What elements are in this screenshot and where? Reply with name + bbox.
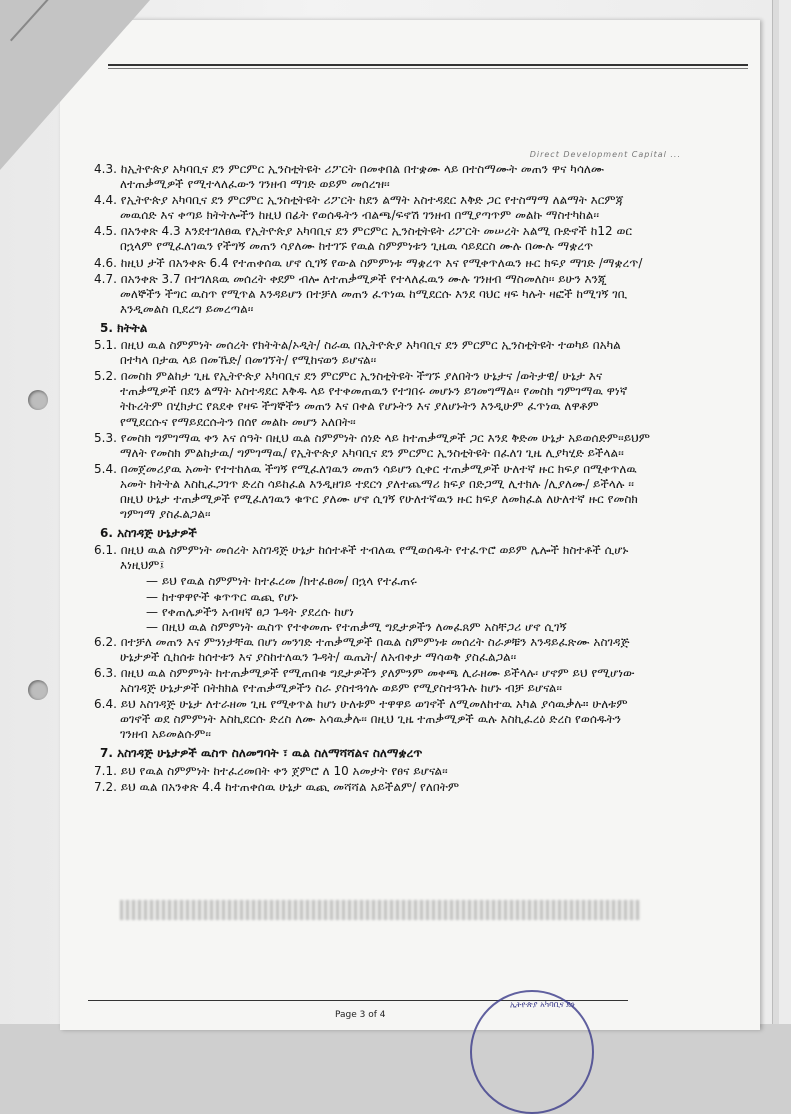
condition-dash-4: — በዚህ ዉል ስምምነት ዉስጥ የተቀመጡ የተጠቃሚ ግዴታዎችን ለመፈጸም አስቸጋሪ ሆኖ ሲገኝ xyxy=(146,619,567,634)
stamp-text: ኢትዮጵያ አካባቢና ደን xyxy=(510,1000,575,1009)
clause-5-3: 5.3. የመስክ ግምገማዉ ቀን እና ሰዓት በዚህ ዉል ስምምነት ሰነድ ላይ ከተጠቃሚዎች ጋር እንደ ቅድመ ሁኔታ አይወሰድም፡፡ይህም ማለት የመስክ ምልከታዉ/ ግምገማዉ/ የኢትዮጵያ አካባቢና ደን ምርምር ኢንስቲትዩት በፈለገ ጊዜ ሊያካሂድ ይችላል፡፡ xyxy=(94,430,650,460)
clause-6-1: 6.1. በዚህ ዉል ስምምነት መሰረት አስገዳጅ ሁኔታ ከሰተቶች ተብለዉ የሚወሰዱት የተፈጥሮ ወይም ሌሎች ክስተቶች ሲሆኑ እነዚህም፤ xyxy=(94,543,629,573)
clause-7-2: 7.2. ይህ ዉል በአንቀጽ 4.4 ከተጠቀሰዉ ሁኔታ ዉጪ መሻሻል አይችልም/ የለበትም xyxy=(94,779,460,794)
clause-5-2: 5.2. በመስክ ምልከታ ጊዜ የኢትዮጵያ አካባቢና ደን ምርምር ኢንስቲትዩት ችግኙ ያለበትን ሁኔታና /ወትታዊ/ ሁኔታ እና ተጠቃሚዎች በደን ልማት አስተዳደር እቅዱ ላይ የተቀመጠዉን የተገበሩ መሆኑን ይገመግማል፡፡ የመስክ ግምገማዉ ዋነኛ ትኩረትም በሂክታር የጸደቀ የዛፍ ችግኞችን መጠን እና በቀል የሆኑትን እና ያለሆኑትን እንዲሁም ፈጥነዉ ለዋቶም የሚደርሱና የማይደርሱትን በሰየ መልኩ መሆን አለበት፡፡ xyxy=(94,369,628,429)
section-5-title: 5. ክትትል xyxy=(100,320,148,335)
clause-4-6: 4.6. ከዚህ ታች በአንቀጽ 6.4 የተጠቀሰዉ ሆኖ ሲገኝ የውል ስምምነቱ ማቋረጥ እና የሚቀጥለዉን ዙር ክፍያ ማገድ /ማቋረጥ/ xyxy=(94,255,643,270)
clause-6-4: 6.4. ይህ አስገዳጅ ሁኔታ ለተራዘመ ጊዜ የሚቀጥል ከሆነ ሁለቱም ተዋዋይ ወገኖች ለሚመለከተዉ አካል ያሳዉቃሉ። ሁለቱም ወገኖች ወደ ስምምነት እስኪደርሱ ድረስ ለሙ አሳዉቃሉ፡፡ በዚህ ጊዜ ተጠቃሚዎች ዉሉ እስኪፈረዕ ድረስ የወሰዱትን ገንዘብ አይመልሱም፡፡ xyxy=(94,697,628,742)
section-7-title: 7. አስገዳጅ ሁኔታዎች ዉስጥ ስለመግባት ፣ ዉል ስለማሻሻልና ስለማቋረጥ xyxy=(100,746,423,761)
page-number: Page 3 of 4 xyxy=(335,1010,386,1020)
clause-7-1: 7.1. ይህ የዉል ስምምነት ከተፈረመበት ቀን ጀምሮ ለ 10 አመታት የፀና ይሆናል፡፡ xyxy=(94,763,448,778)
clause-4-5: 4.5. በአንቀጽ 4.3 እንደተገለፀዉ የኢትዮጵያ አካባቢና ደን ምርምር ኢንስቲትዩት ሪፖርት መሠረት አልሚ ቡድኖች ከ12 ወር በኋላም የሚፈለገዉን የችግኝ መጠን ሳያለሙ ከተገኙ የዉል ስምምነቱን ጊዜዉ ሳይደርስ ሙሉ በሙሉ ማቋረጥ xyxy=(94,224,633,254)
scan-smear xyxy=(120,900,640,920)
condition-dash-2: — ከተዋዋዮች ቁጥጥር ዉጪ የሆኑ xyxy=(146,589,298,604)
clause-4-4: 4.4. የኢትዮጵያ አካባቢና ደን ምርምር ኢንስቲትዩት ሪፖርት ከደን ልማት አስተዳደር እቅድ ጋር የተስማማ ለልማት እርምጃ መዉሰድ እና ቀጣይ ክትትሎችን ከዚህ በፊት የወሰዱትን ብልጫ/ፍኖሽ ገንዘብ በሚያጣጥም መልኩ ማስተካከል፡፡ xyxy=(94,193,624,223)
section4-items xyxy=(90,162,650,317)
page-edge-strip xyxy=(772,0,779,1024)
document-body xyxy=(90,162,650,796)
clause-4-3: 4.3. ከኢትዮጵያ አካባቢና ደን ምርምር ኢንስቲትዩት ሪፖርት በመቀበል በተቋሙ ላይ በተስማሙት መጠን ዋና ካሳለሙ ለተጠቃሚዎች የሚተላለፈውን ገንዘብ ማገድ ወይም መሰረዝ፡፡ xyxy=(94,162,605,192)
punch-hole-bottom xyxy=(28,680,48,700)
header-rule-thin xyxy=(108,68,748,69)
condition-dash-1: — ይህ የዉል ስምምነት ከተፈረመ /ከተፈፀመ/ በኋላ የተፈጠሩ xyxy=(146,574,417,589)
clause-5-1: 5.1. በዚህ ዉል ስምምነት መሰረት የክትትል/ኦዲት/ ስራዉ በኢትዮጵያ አካባቢና ደን ምርምር ኢንስቲትዩት ተወካይ በአካል በተካላ በታዉ ላይ በመኼድ/ በመገኘት/ የሚከናወን ይሆናል፡፡ xyxy=(94,338,621,368)
punch-hole-top xyxy=(28,390,48,410)
clause-6-2: 6.2. በተቻለ መጠን እና ምንነታቸዉ በሆነ መንገድ ተጠቃሚዎች በዉል ስምምነቱ መሰረት ስራዎቹን እንዳይፈጽሙ አስገዳጅ ሁኔታዎች ሲከሰቱ ከሰተቱን እና ያስከተለዉን ጉዳት/ ዉጤት/ ለአብቀታ ማሳወቅ ያስፈልጋል፡፡ xyxy=(94,634,630,664)
header-rule xyxy=(108,64,748,66)
running-header: Direct Development Capital ... xyxy=(529,150,681,159)
clause-4-7: 4.7. በአንቀጽ 3.7 በተገለጸዉ መሰረት ቀደም ብሎ ለተጠቃሚዎች የተላለፈዉን ሙሉ ገንዘብ ማስመለስ፡፡ ይሁን እንጂ መለኞችን ችግር ዉስጥ የሚጥል እንዳይሆን በተቻለ መጠን ፈጥነዉ ከሚደርሱ እንደ ባህር ዛፍ ካሉት ዛፎች ከሚገኝ ገቢ እንዲመልስ ቢደረግ ይመረጣል፡፡ xyxy=(94,271,628,316)
clause-5-4: 5.4. በመጀመሪያዉ አመት የተተከለዉ ችግኝ የሚፈለገዉን መጠን ሳይሆን ሲቀር ተጠቃሚዎች ሁለተኛ ዙር ክፍያ በሚቀጥለዉ አመት ክትትል እስኪፈጋገጥ ድረስ ሳይከፈል እንዲዘገይ ተደርጎ ያለተጨማሪ ክፍያ በድጋሚ ሊተክሉ /ሊያለሙ/ ይችላሉ ፡፡ በዚህ ሁኔታ ተጠቃሚዎች የሚፈለገዉን ቁጥር ያለሙ ሆኖ ሲገኝ የሁለተኛዉን ዙር ክፍያ ለመክፈል ለሁለተኛ ዙር የመስክ ግምገማ ያስፈልጋል፡፡ xyxy=(94,461,638,522)
condition-dash-3: — የቀጠሌዎችን አብዛኛ ፀጋ ጉዳት ያደረሱ ከሆነ xyxy=(146,604,354,619)
section-6-title: 6. አስገዳጅ ሁኔታዎች xyxy=(100,526,197,541)
clause-6-3: 6.3. በዚህ ዉል ስምምነት ከተጠቃሚዎች የሚጠበቁ ግዴታዎችን ያለምንም መቀጫ ሊራዘሙ ይችላሉ፡ ሆኖም ይህ የሚሆነው አስገዳጅ ሁኔታዎች በትክክል የተጠቃሚዎችን ስራ ያስተጓጎሉ ወይም የሚያስተጓጉሉ ከሆኑ ብቻ ይሆናል፡፡ xyxy=(94,666,635,696)
